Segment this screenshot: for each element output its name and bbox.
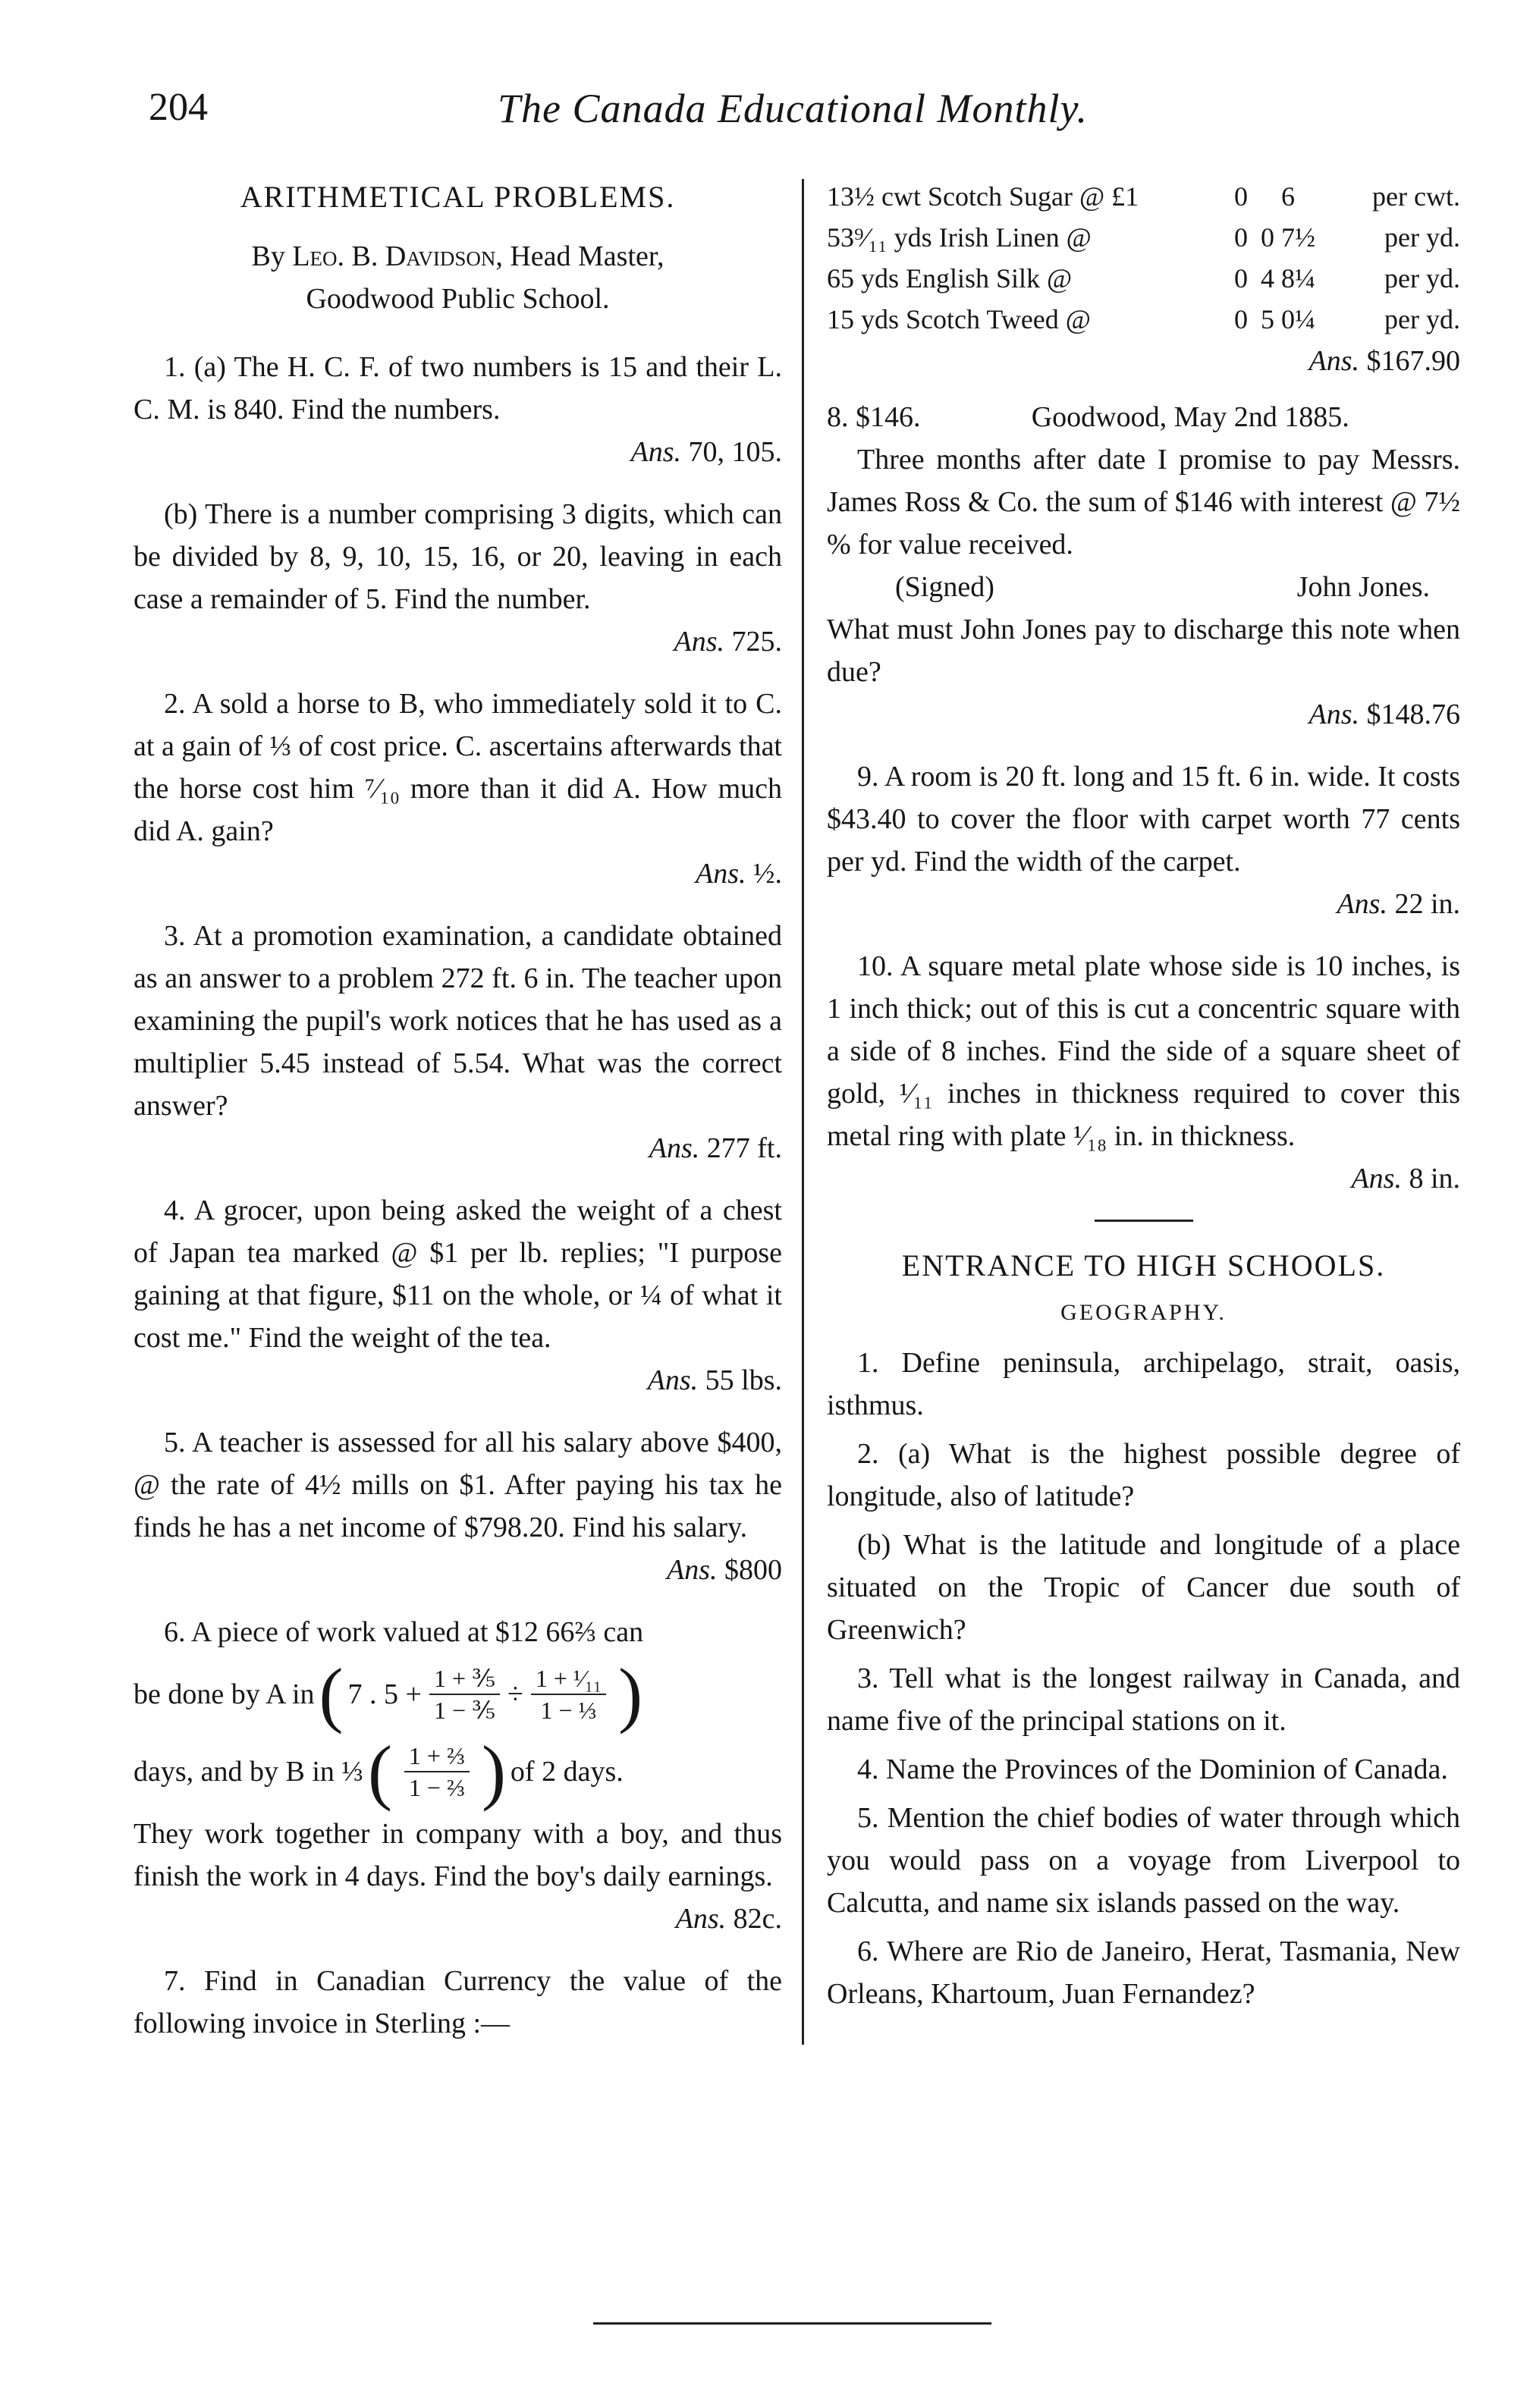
eq-divide: ÷ bbox=[507, 1678, 523, 1710]
problem-text: (b) There is a number comprising 3 digits, which can be divided by 8, 9, 10, 15, 16, or 20, leaving in each case a remainder of 5. Find the number. bbox=[134, 498, 782, 615]
answer: Ans. 55 lbs. bbox=[647, 1364, 782, 1396]
page-number: 204 bbox=[149, 86, 208, 129]
geo-question: 2. (a) What is the highest possible degree of longitude, also of latitude? bbox=[827, 1438, 1460, 1512]
equation-a bbox=[134, 1653, 782, 1735]
answer: Ans. $800 bbox=[667, 1554, 782, 1586]
note-signature: (Signed) John Jones. bbox=[895, 571, 1430, 603]
problem-text: 3. At a promotion examination, a candidate obtained as an answer to a problem 272 ft. 6 in. The teacher upon examining the pupil's work notices that he has used as a multiplier 5.45 instead of 5.54. What was the correct answer? bbox=[134, 920, 782, 1122]
invoice-row: 65 yds English Silk @ 0 4 8¼ per yd. bbox=[827, 263, 1460, 294]
eq-seven: 7 . 5 + bbox=[347, 1678, 422, 1710]
problem-6 bbox=[134, 1611, 782, 1940]
column-divider bbox=[802, 179, 804, 2045]
paren-close: ) bbox=[618, 1653, 643, 1735]
right-column bbox=[827, 176, 1460, 2021]
problem-text: 2. A sold a horse to B, who immediately sold it to C. at a gain of ⅓ of cost price. C. ascertains afterwards that the horse cost him ⁷⁄₁₀ more than it did A. How much did A. gain? bbox=[134, 688, 782, 847]
problem-text: 4. A grocer, upon being asked the weight of a chest of Japan tea marked @ $1 per lb. replies; "I purpose gaining at that figure, $11 on the whole, or ¼ of what it cost me." Find the weight of the tea. bbox=[134, 1195, 782, 1354]
footer-rule bbox=[593, 2322, 991, 2325]
paren-close: ) bbox=[481, 1731, 506, 1812]
answer: Ans. 725. bbox=[674, 626, 782, 658]
answer: Ans. 70, 105. bbox=[630, 436, 782, 468]
eq-be-done: be done by A in bbox=[134, 1678, 315, 1710]
section-title-arithmetic: ARITHMETICAL PROBLEMS. bbox=[240, 180, 676, 214]
fraction-numerator: 1 + ⅔ bbox=[404, 1741, 470, 1772]
paren-open: ( bbox=[367, 1731, 392, 1812]
geography-questions bbox=[827, 1342, 1460, 2015]
invoice-answer: Ans. $167.90 bbox=[1309, 345, 1460, 377]
invoice-row: 13½ cwt Scotch Sugar @ £1 0 6 per cwt. bbox=[827, 181, 1460, 212]
geo-question: 1. Define peninsula, archipelago, strait, oasis, isthmus. bbox=[827, 1347, 1460, 1421]
problem-2 bbox=[134, 683, 782, 895]
page-header bbox=[149, 85, 1438, 146]
invoice-table bbox=[827, 176, 1460, 340]
problem-text: They work together in company with a boy, and thus finish the work in 4 days. Find the boy's daily earnings. bbox=[134, 1818, 782, 1892]
problem-text: 10. A square metal plate whose side is 10 inches, is 1 inch thick; out of this is cut a concentric square with a side of 8 inches. Find the side of a square sheet of gold, ¹⁄₁₁ inches in thickness required to cover this metal ring with plate ¹⁄₁₈ in. in thickness. bbox=[827, 950, 1460, 1152]
geo-question: 3. Tell what is the longest railway in Canada, and name five of the principal stations on it. bbox=[827, 1662, 1460, 1737]
problem-text: 1. (a) The H. C. F. of two numbers is 15 and their L. C. M. is 840. Find the numbers. bbox=[134, 351, 782, 425]
answer: Ans. 82c. bbox=[675, 1903, 782, 1935]
problem-text: 9. A room is 20 ft. long and 15 ft. 6 in. wide. It costs $43.40 to cover the floor with carpet worth 77 cents per yd. Find the width of the carpet. bbox=[827, 761, 1460, 877]
answer: Ans. 277 ft. bbox=[649, 1132, 782, 1164]
paren-open: ( bbox=[319, 1653, 344, 1735]
geo-question: 5. Mention the chief bodies of water through which you would pass on a voyage from Liverpool to Calcutta, and name six islands passed on the way. bbox=[827, 1802, 1460, 1919]
note-text: Three months after date I promise to pay Messrs. James Ross & Co. the sum of $146 with interest @ 7½ % for value received. bbox=[827, 444, 1460, 560]
subhead-geography: GEOGRAPHY. bbox=[1060, 1300, 1227, 1325]
invoice-row: 15 yds Scotch Tweed @ 0 5 0¼ per yd. bbox=[827, 304, 1460, 334]
author-name: Leo. B. Davidson, bbox=[292, 240, 503, 272]
eq-of-days: of 2 days. bbox=[510, 1756, 624, 1788]
problem-3 bbox=[134, 915, 782, 1169]
problem-5 bbox=[134, 1421, 782, 1591]
invoice-row: 53⁹⁄₁₁ yds Irish Linen @ 0 0 7½ per yd. bbox=[827, 222, 1460, 253]
geo-question: 4. Name the Provinces of the Dominion of Canada. bbox=[857, 1753, 1448, 1785]
answer: Ans. $148.76 bbox=[1309, 699, 1460, 730]
author-school: Goodwood Public School. bbox=[306, 283, 610, 315]
author-byline bbox=[134, 235, 782, 320]
note-heading: 8. $146. Goodwood, May 2nd 1885. bbox=[827, 401, 1349, 433]
fraction-denominator: 1 − ⅗ bbox=[433, 1697, 496, 1724]
author-by: By bbox=[251, 240, 285, 272]
answer: Ans. 22 in. bbox=[1337, 888, 1460, 920]
problem-intro: 6. A piece of work valued at $12 66⅔ can bbox=[164, 1616, 644, 1648]
section-title-entrance: ENTRANCE TO HIGH SCHOOLS. bbox=[901, 1248, 1386, 1282]
fraction-numerator: 1 + ¹⁄₁₁ bbox=[531, 1663, 606, 1695]
equation-b bbox=[134, 1731, 782, 1812]
problem-1a bbox=[134, 346, 782, 473]
problem-8 bbox=[827, 396, 1460, 736]
answer: Ans. 8 in. bbox=[1351, 1163, 1460, 1195]
problem-9 bbox=[827, 755, 1460, 925]
problem-1b bbox=[134, 493, 782, 663]
fraction-numerator: 1 + ⅗ bbox=[429, 1663, 500, 1695]
problem-text: 7. Find in Canadian Currency the value of the following invoice in Sterling :— bbox=[134, 1965, 782, 2039]
journal-title: The Canada Educational Monthly. bbox=[498, 86, 1088, 131]
author-role: Head Master, bbox=[502, 240, 664, 272]
fraction-1 bbox=[429, 1663, 500, 1725]
geo-question: (b) What is the latitude and longitude of a place situated on the Tropic of Cancer due south of Greenwich? bbox=[827, 1529, 1460, 1646]
problem-text: 5. A teacher is assessed for all his salary above $400, @ the rate of 4½ mills on $1. After paying his tax he finds he has a net income of $798.20. Find his salary. bbox=[134, 1427, 782, 1543]
left-column bbox=[134, 176, 782, 2064]
problem-10 bbox=[827, 945, 1460, 1200]
eq-days-b: days, and by B in ⅓ bbox=[134, 1756, 363, 1788]
problem-4 bbox=[134, 1189, 782, 1402]
section-divider bbox=[1095, 1220, 1193, 1222]
problem-text: What must John Jones pay to discharge this note when due? bbox=[827, 614, 1460, 688]
fraction-denominator: 1 − ⅔ bbox=[408, 1774, 465, 1801]
fraction-3 bbox=[404, 1741, 470, 1803]
fraction-denominator: 1 − ⅓ bbox=[540, 1697, 597, 1724]
answer: Ans. ½. bbox=[696, 858, 782, 890]
problem-7 bbox=[134, 1960, 782, 2045]
geo-question: 6. Where are Rio de Janeiro, Herat, Tasmania, New Orleans, Khartoum, Juan Fernandez? bbox=[827, 1936, 1460, 2010]
fraction-2 bbox=[531, 1663, 606, 1725]
